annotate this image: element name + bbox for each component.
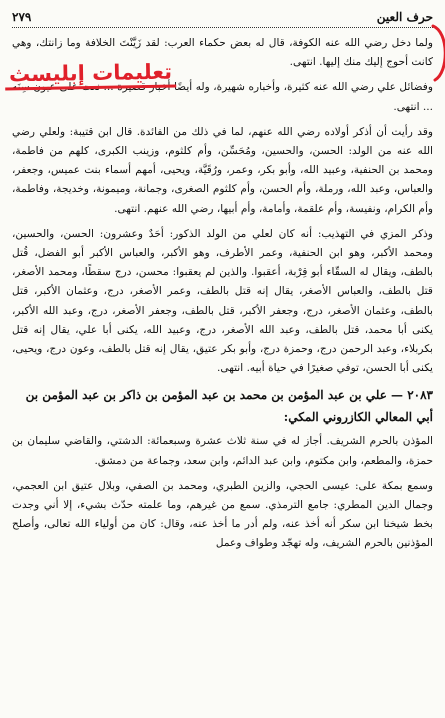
watermark-stamp: تعليمات إبليسث — [5, 59, 177, 91]
paragraph-2: وفضائل علي رضي الله عنه كثيرة، وأخباره شهيرة، وله أيضًا أخبار قصيرة ... نعت على عيون سِنَه ... انتهى. — [12, 81, 433, 113]
page-header — [12, 8, 433, 28]
paragraph-1: ولما دخل رضي الله عنه الكوفة، قال له بعض حكماء العرب: لقد زَيَّنْتَ الخلافة وما زانتك، وهي كانت أحوج إليك منك إليها. انتهى. — [12, 37, 433, 69]
biography-entry-heading: ٢٠٨٣ — علي بن عبد المؤمن بن محمد بن عبد المؤمن بن ذاكر بن عبد المؤمن بن أبي المعالي الكازروني المكي: — [25, 388, 433, 425]
red-margin-mark-icon — [429, 22, 445, 84]
paragraph-3: وقد رأيت أن أذكر أولاده رضي الله عنهم، لما في ذلك من الفائدة. قال ابن قتيبة: ولعلي رضي الله عنه من الولد: الحسن، والحسين، ومُحَسِّن، وأم كلثوم، وزينب الكبرى، كلهم من فاطمة، ومحمد بن الحنفية، وعبيد الله، وأبو بكر، وعمر، ورُقَيَّة، ويحيى، أمهم أسماء بنت عميس، وجعفر، والعباس، وعبد الله، ورملة، وأم الحسن، وأم كلثوم الصغرى، وجمانة، وميمونة، وخديجة، وفاطمة، وأم الكرام، ونفيسة، وأم علقمة، وأمامة، وأم أبيها، رضي الله عنهم. انتهى. — [12, 125, 433, 215]
page-number: ٢٧٩ — [12, 10, 32, 24]
document-page — [12, 8, 433, 712]
paragraph-4: وذكر المزي في التهذيب: أنه كان لعلي من الولد الذكور: أحَدٌ وعشرون: الحسن، والحسين، ومحمد الأكبر، وهو ابن الحنفية، وعمر الأطرف، وهو الأكبر، والعباس الأكبر أبو الفضل، قُتل بالطف، ويقال له السقّاء أبو قِرْبة، أعقبوا. والذين لم يعقبوا: محسن، درج سقطًا، ومحمد الأصغر، قتل بالطف، والعباس الأصغر، يقال إنه قتل بالطف، وعمر الأصغر، درج، وعثمان الأكبر، قتل بالطف، وعثمان الأصغر، درج، وجعفر الأكبر، قتل بالطف، وجعفر الأصغر، درج، وعبد الله الأكبر، يكنى أبا محمد، قتل بالطف، وعبد الله الأصغر، درج، وعبيد الله، يكنى أبا علي، يقال إنه قتل بكربلاء، وعبد الرحمن درج، وحمزة درج، وأبو بكر عتيق، يقال إنه قتل بالطف، وعون درج، ويحيى، يكنى أبا الحسن، توفي صغيرًا في حياة أبيه. انتهى. — [12, 227, 433, 375]
chapter-title: حرف العين — [376, 10, 433, 24]
entry-paragraph-2: وسمع بمكة على: عيسى الحجي، والزين الطبري، ومحمد بن الصفي، وبلال عتيق ابن العجمي، وجمال الدين المطري: جامع الترمذي. سمع من غيرهم، وما علمته حدّث بشيء، إلا أني وجدت بخط شيخنا ابن سكر أنه أخذ عنه، ولم أدر ما أخذ عنه، وقال: كان من أولياء الله تعالى، وأصلح المؤذنين بالحرم الشريف، وله تهجّد وطواف وعمل — [12, 479, 433, 550]
entry-paragraph-1: المؤذن بالحرم الشريف. أجاز له في سنة ثلاث عشرة وسبعمائة: الدشتي، والقاضي سليمان بن حمزة، والمطعم، وابن مكتوم، وابن عبد الدائم، وابن سعد، وجماعة من دمشق. — [12, 435, 433, 467]
